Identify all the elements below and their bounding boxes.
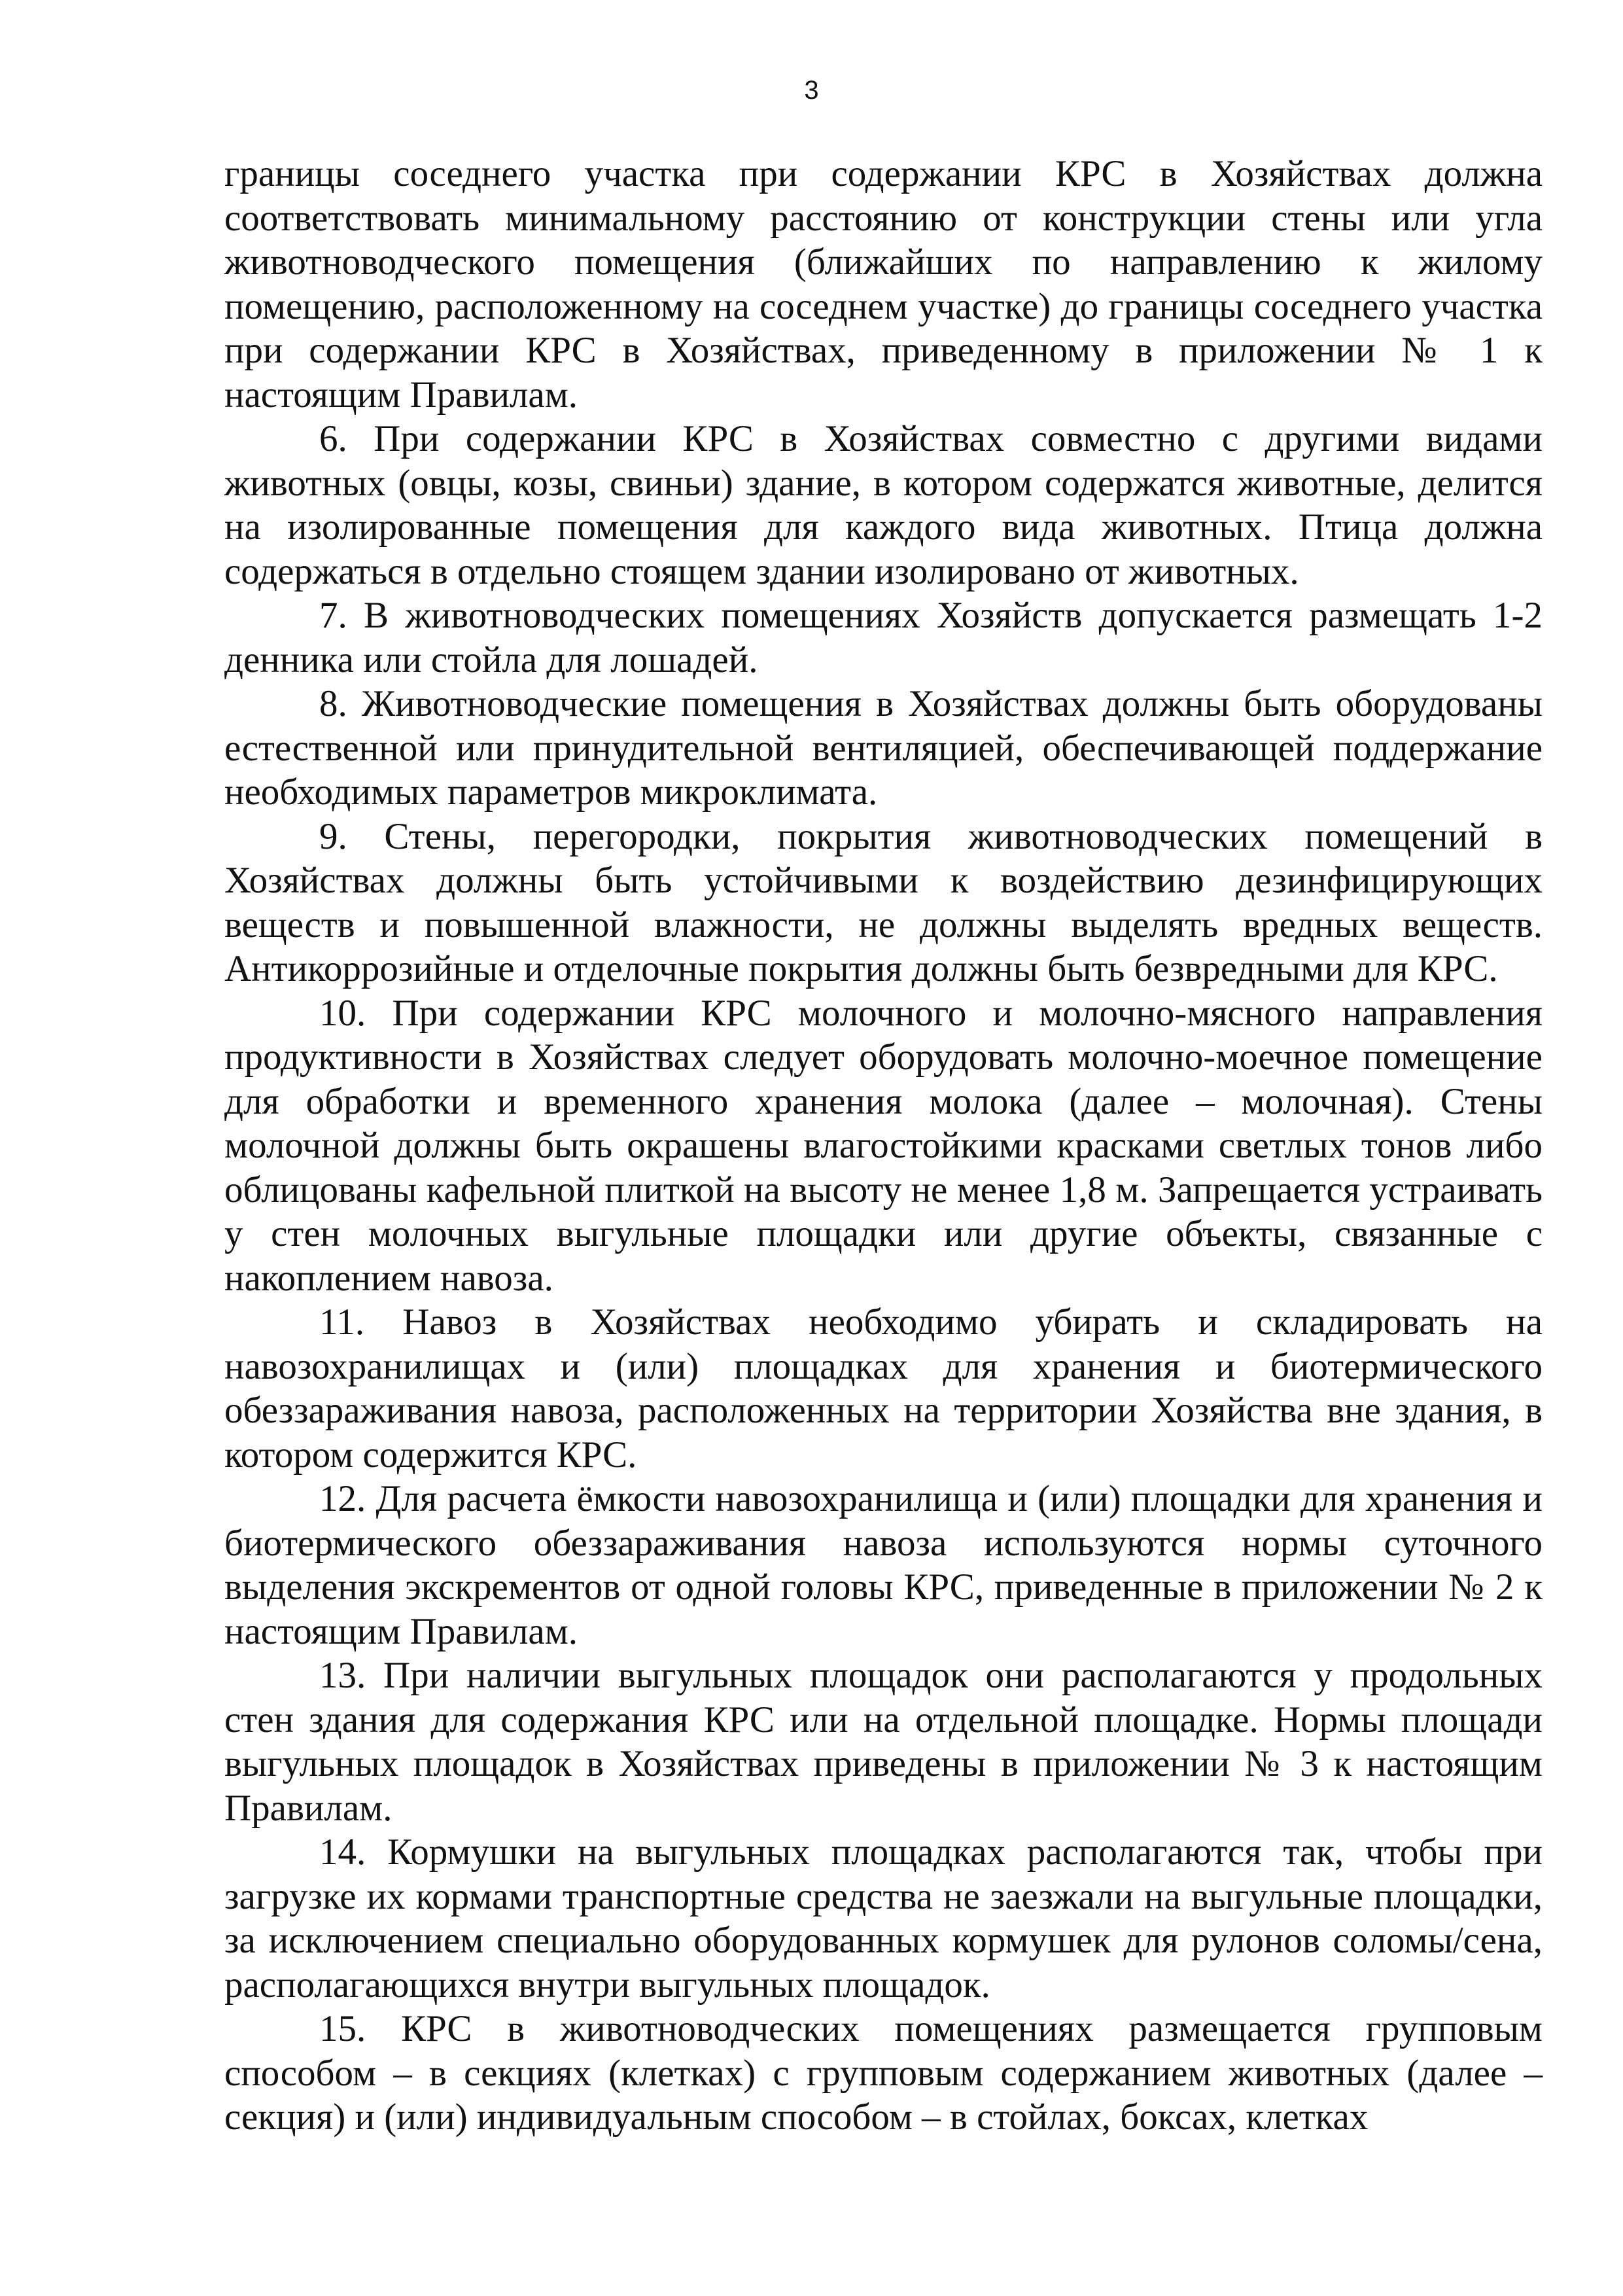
paragraph-continuation: границы соседнего участка при содержании КРС в Хозяйствах должна соответствовать минимальному расстоянию от конструкции стены или угла животноводческого помещения (ближайших по направлению к жилому помещению, расположенному на соседнем участке) до границы соседнего участка при содержании КРС в Хозяйствах, приведенному в приложении № 1 к настоящим Правилам.	[224, 153, 1543, 415]
paragraph-item-9: 9. Стены, перегородки, покрытия животноводческих помещений в Хозяйствах должны быть устойчивыми к воздействию дезинфицирующих веществ и повышенной влажности, не должны выделять вредных веществ. Антикоррозийные и отделочные покрытия должны быть безвредными для КРС.	[224, 815, 1543, 989]
document-body	[224, 152, 1543, 2140]
paragraph-item-7: 7. В животноводческих помещениях Хозяйств допускается размещать 1-2 денника или стойла для лошадей.	[224, 595, 1543, 680]
paragraph-item-13: 13. При наличии выгульных площадок они располагаются у продольных стен здания для содержания КРС или на отдельной площадке. Нормы площади выгульных площадок в Хозяйствах приведены в приложении № 3 к настоящим Правилам.	[224, 1655, 1543, 1829]
paragraph-item-12: 12. Для расчета ёмкости навозохранилища и (или) площадки для хранения и биотермического обеззараживания навоза используются нормы суточного выделения экскрементов от одной головы КРС, приведенные в приложении № 2 к настоящим Правилам.	[224, 1478, 1543, 1652]
paragraph-item-6: 6. При содержании КРС в Хозяйствах совместно с другими видами животных (овцы, козы, свиньи) здание, в котором содержатся животные, делится на изолированные помещения для каждого вида животных. Птица должна содержаться в отдельно стоящем здании изолировано от животных.	[224, 418, 1543, 592]
page-number: 3	[804, 76, 819, 105]
paragraph-item-15: 15. КРС в животноводческих помещениях размещается групповым способом – в секциях (клетках) с групповым содержанием животных (далее – секция) и (или) индивидуальным способом – в стойлах, боксах, клетках	[224, 2008, 1543, 2138]
paragraph-item-14: 14. Кормушки на выгульных площадках располагаются так, чтобы при загрузке их кормами транспортные средства не заезжали на выгульные площадки, за исключением специально оборудованных кормушек для рулонов соломы/сена, располагающихся внутри выгульных площадок.	[224, 1831, 1543, 2005]
paragraph-item-11: 11. Навоз в Хозяйствах необходимо убирать и складировать на навозохранилищах и (или) площадках для хранения и биотермического обеззараживания навоза, расположенных на территории Хозяйства вне здания, в котором содержится КРС.	[224, 1301, 1543, 1475]
paragraph-item-10: 10. При содержании КРС молочного и молочно-мясного направления продуктивности в Хозяйствах следует оборудовать молочно-моечное помещение для обработки и временного хранения молока (далее – молочная). Стены молочной должны быть окрашены влагостойкими красками светлых тонов либо облицованы кафельной плиткой на высоту не менее 1,8 м. Запрещается устраивать у стен молочных выгульные площадки или другие объекты, связанные с накоплением навоза.	[224, 992, 1543, 1299]
paragraph-item-8: 8. Животноводческие помещения в Хозяйствах должны быть оборудованы естественной или принудительной вентиляцией, обеспечивающей поддержание необходимых параметров микроклимата.	[224, 683, 1543, 813]
